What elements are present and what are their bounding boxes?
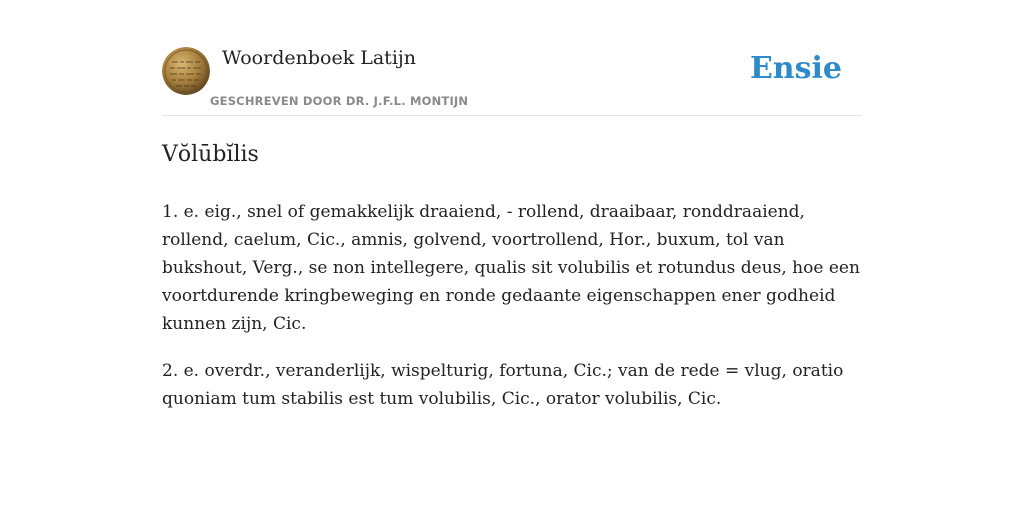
entry-content bbox=[162, 138, 862, 432]
dictionary-title[interactable]: Woordenboek Latijn bbox=[222, 47, 417, 69]
definition-2: 2. e. overdr., veranderlijk, wispelturig, fortuna, Cic.; van de rede = vlug, oratio quoniam tum stabilis est tum volubilis, Cic., orator volubilis, Cic. bbox=[162, 361, 844, 409]
dictionary-header bbox=[162, 0, 862, 116]
author-line: GESCHREVEN DOOR DR. J.F.L. MONTIJN bbox=[210, 94, 469, 108]
ancient-coin-icon[interactable] bbox=[162, 47, 210, 95]
entry-headword: Vŏlūbĭlis bbox=[162, 142, 259, 167]
brand-logo-link[interactable]: Ensie bbox=[749, 51, 842, 86]
definition-1: 1. e. eig., snel of gemakkelijk draaiend, - rollend, draaibaar, ronddraaiend, rollend, caelum, Cic., amnis, golvend, voortrollend, Hor., buxum, tol van bukshout, Verg., se non intellegere, qualis sit volubilis et rotundus deus, hoe een voortdurende kringbeweging en ronde gedaante eigenschappen ener godheid kunnen zijn, Cic. bbox=[162, 202, 860, 334]
